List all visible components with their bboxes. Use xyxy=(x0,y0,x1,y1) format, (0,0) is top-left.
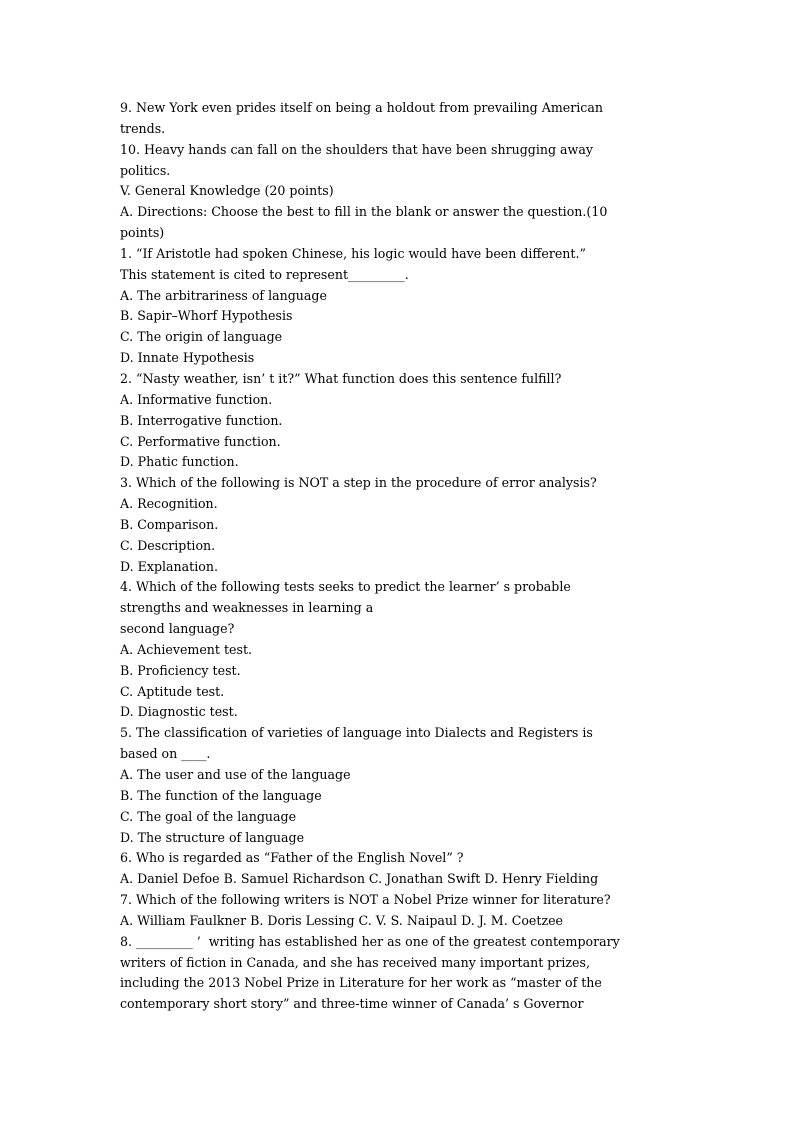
question-1-line-1: 1. “If Aristotle had spoken Chinese, his logic would have been different.” xyxy=(120,245,586,261)
question-4-option-c: C. Aptitude test. xyxy=(120,683,225,699)
question-9-line-1: 9. New York even prides itself on being a holdout from prevailing American xyxy=(120,100,603,115)
question-4-option-d: D. Diagnostic test. xyxy=(120,704,238,720)
question-8-line-2: writers of fiction in Canada, and she has received many important prizes, xyxy=(120,954,590,970)
question-4-line-3: second language? xyxy=(120,621,235,637)
question-5-option-c: C. The goal of the language xyxy=(120,808,297,824)
question-5-option-b: B. The function of the language xyxy=(120,787,322,803)
question-10-line-1: 10. Heavy hands can fall on the shoulders that have been shrugging away xyxy=(120,141,593,157)
question-6-options: A. Daniel Defoe B. Samuel Richardson C. Jonathan Swift D. Henry Fielding xyxy=(120,871,599,887)
page-content xyxy=(120,98,680,1015)
question-3-option-a: A. Recognition. xyxy=(120,496,218,512)
question-3-line-1: 3. Which of the following is NOT a step in the procedure of error analysis? xyxy=(120,475,597,491)
question-3-option-b: B. Comparison. xyxy=(120,516,219,532)
question-5-line-2: based on ____. xyxy=(120,746,211,762)
question-6-line-1: 6. Who is regarded as “Father of the English Novel” ? xyxy=(120,850,464,866)
question-2-option-d: D. Phatic function. xyxy=(120,454,239,470)
question-2-line-1: 2. “Nasty weather, isn’ t it?” What function does this sentence fulfill? xyxy=(120,370,562,386)
question-2-option-c: C. Performative function. xyxy=(120,433,281,449)
question-4-line-1: 4. Which of the following tests seeks to predict the learner’ s probable xyxy=(120,579,571,595)
question-1-option-d: D. Innate Hypothesis xyxy=(120,350,255,366)
question-1-option-a: A. The arbitrariness of language xyxy=(120,287,327,303)
question-1-option-c: C. The origin of language xyxy=(120,329,283,345)
question-2-option-a: A. Informative function. xyxy=(120,391,273,407)
question-9-line-2: trends. xyxy=(120,120,166,136)
question-8-line-3: including the 2013 Nobel Prize in Literature for her work as “master of the xyxy=(120,975,602,991)
question-8-line-1: 8. _________ ’ writing has established her as one of the greatest contemporary xyxy=(120,933,620,949)
question-5-option-a: A. The user and use of the language xyxy=(120,767,351,782)
question-4-option-a: A. Achievement test. xyxy=(120,641,253,657)
question-8-line-4: contemporary short story” and three-time winner of Canada’ s Governor xyxy=(120,996,584,1012)
question-2-option-b: B. Interrogative function. xyxy=(120,412,283,428)
directions-line-2: points) xyxy=(120,225,165,241)
question-4-line-2: strengths and weaknesses in learning a xyxy=(120,600,374,616)
question-5-line-1: 5. The classification of varieties of language into Dialects and Registers is xyxy=(120,725,593,741)
question-5-option-d: D. The structure of language xyxy=(120,829,305,845)
section-heading: V. General Knowledge (20 points) xyxy=(120,183,334,199)
directions-line-1: A. Directions: Choose the best to fill in the blank or answer the question.(10 xyxy=(120,204,608,220)
question-10-line-2: politics. xyxy=(120,162,171,178)
question-7-line-1: 7. Which of the following writers is NOT a Nobel Prize winner for literature? xyxy=(120,892,611,908)
question-1-line-2: This statement is cited to represent_________. xyxy=(120,266,409,282)
question-4-option-b: B. Proficiency test. xyxy=(120,662,241,678)
question-3-option-c: C. Description. xyxy=(120,537,216,553)
question-1-option-b: B. Sapir–Whorf Hypothesis xyxy=(120,308,293,324)
question-3-option-d: D. Explanation. xyxy=(120,558,218,574)
question-7-options: A. William Faulkner B. Doris Lessing C. V. S. Naipaul D. J. M. Coetzee xyxy=(120,912,563,928)
